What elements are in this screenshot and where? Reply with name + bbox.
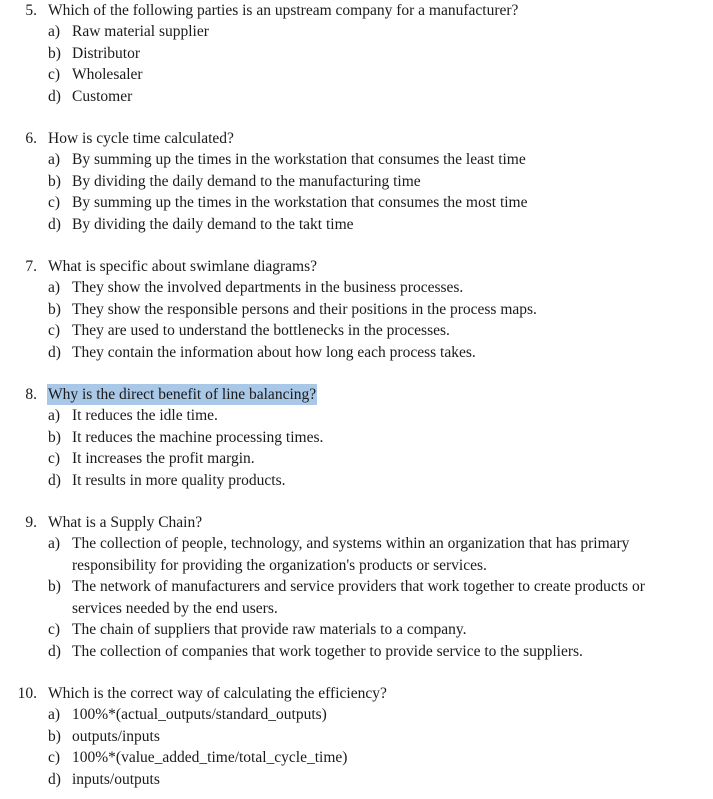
option-letter: d) [48, 88, 61, 105]
option-letter: d) [48, 771, 61, 788]
option-letter: b) [48, 728, 61, 745]
option-letter: a) [48, 151, 61, 168]
option-a [48, 704, 668, 726]
option-text: It increases the profit margin. [72, 450, 255, 467]
option-text: It results in more quality products. [72, 472, 286, 489]
option-text: By summing up the times in the workstation that consumes the most time [72, 194, 528, 211]
option-text: By dividing the daily demand to the manufacturing time [72, 173, 421, 190]
option-b [48, 576, 668, 619]
option-text: inputs/outputs [72, 771, 160, 788]
option-c [48, 64, 668, 86]
option-a [48, 21, 668, 43]
option-text: 100%*(value_added_time/total_cycle_time) [72, 749, 348, 766]
option-letter: a) [48, 279, 61, 296]
option-c [48, 747, 668, 769]
option-text: Raw material supplier [72, 23, 209, 40]
question-text-highlighted[interactable]: Why is the direct benefit of line balancing? [48, 386, 317, 403]
option-letter: d) [48, 216, 61, 233]
option-letter: c) [48, 749, 61, 766]
option-letter: d) [48, 643, 61, 660]
question-number: 6. [25, 130, 37, 147]
option-letter: b) [48, 578, 61, 595]
option-text: 100%*(actual_outputs/standard_outputs) [72, 706, 327, 723]
option-letter: c) [48, 322, 61, 339]
question-number: 5. [25, 2, 37, 19]
option-text: They show the involved departments in the business processes. [72, 279, 464, 296]
option-a [48, 405, 668, 427]
option-text: By dividing the daily demand to the takt time [72, 216, 354, 233]
option-letter: b) [48, 173, 61, 190]
option-b [48, 726, 668, 748]
option-letter: a) [48, 706, 61, 723]
option-c [48, 192, 668, 214]
option-b [48, 171, 668, 193]
option-letter: a) [48, 407, 61, 424]
option-d [48, 769, 668, 791]
option-text: Customer [72, 88, 133, 105]
option-text: They contain the information about how long each process takes. [72, 344, 476, 361]
option-letter: c) [48, 66, 61, 83]
option-letter: b) [48, 429, 61, 446]
option-letter: d) [48, 344, 61, 361]
question-text: How is cycle time calculated? [48, 130, 234, 147]
option-text: The network of manufacturers and service providers that work together to create products or services needed by the end users. [72, 578, 645, 617]
option-c [48, 448, 668, 470]
option-letter: b) [48, 301, 61, 318]
question-number: 7. [25, 258, 37, 275]
option-d [48, 214, 668, 236]
option-text: outputs/inputs [72, 728, 160, 745]
question-text: What is specific about swimlane diagrams? [48, 258, 318, 275]
option-letter: d) [48, 472, 61, 489]
option-b [48, 299, 668, 321]
option-d [48, 470, 668, 492]
option-letter: c) [48, 194, 61, 211]
option-b [48, 43, 668, 65]
option-text: The collection of companies that work together to provide service to the suppliers. [72, 643, 583, 660]
option-text: The collection of people, technology, and systems within an organization that has primary responsibility for providing the organization's products or services. [72, 535, 630, 574]
option-text: By summing up the times in the workstation that consumes the least time [72, 151, 526, 168]
option-a [48, 149, 668, 171]
option-text: They are used to understand the bottlenecks in the processes. [72, 322, 450, 339]
question-text: Which of the following parties is an upstream company for a manufacturer? [48, 2, 519, 19]
option-c [48, 320, 668, 342]
option-d [48, 342, 668, 364]
option-letter: c) [48, 621, 61, 638]
option-text: Distributor [72, 45, 141, 62]
question-number: 10. [17, 685, 37, 702]
option-c [48, 619, 668, 641]
option-letter: a) [48, 23, 61, 40]
option-text: It reduces the idle time. [72, 407, 218, 424]
option-letter: a) [48, 535, 61, 552]
option-text: It reduces the machine processing times. [72, 429, 324, 446]
option-d [48, 641, 668, 663]
option-text: The chain of suppliers that provide raw materials to a company. [72, 621, 467, 638]
option-text: Wholesaler [72, 66, 143, 83]
question-number: 9. [25, 514, 37, 531]
option-d [48, 86, 668, 108]
option-letter: b) [48, 45, 61, 62]
option-a [48, 533, 668, 576]
question-number: 8. [25, 386, 37, 403]
option-text: They show the responsible persons and their positions in the process maps. [72, 301, 537, 318]
option-letter: c) [48, 450, 61, 467]
option-a [48, 277, 668, 299]
question-text: Which is the correct way of calculating the efficiency? [48, 685, 387, 702]
question-text: What is a Supply Chain? [48, 514, 203, 531]
option-b [48, 427, 668, 449]
